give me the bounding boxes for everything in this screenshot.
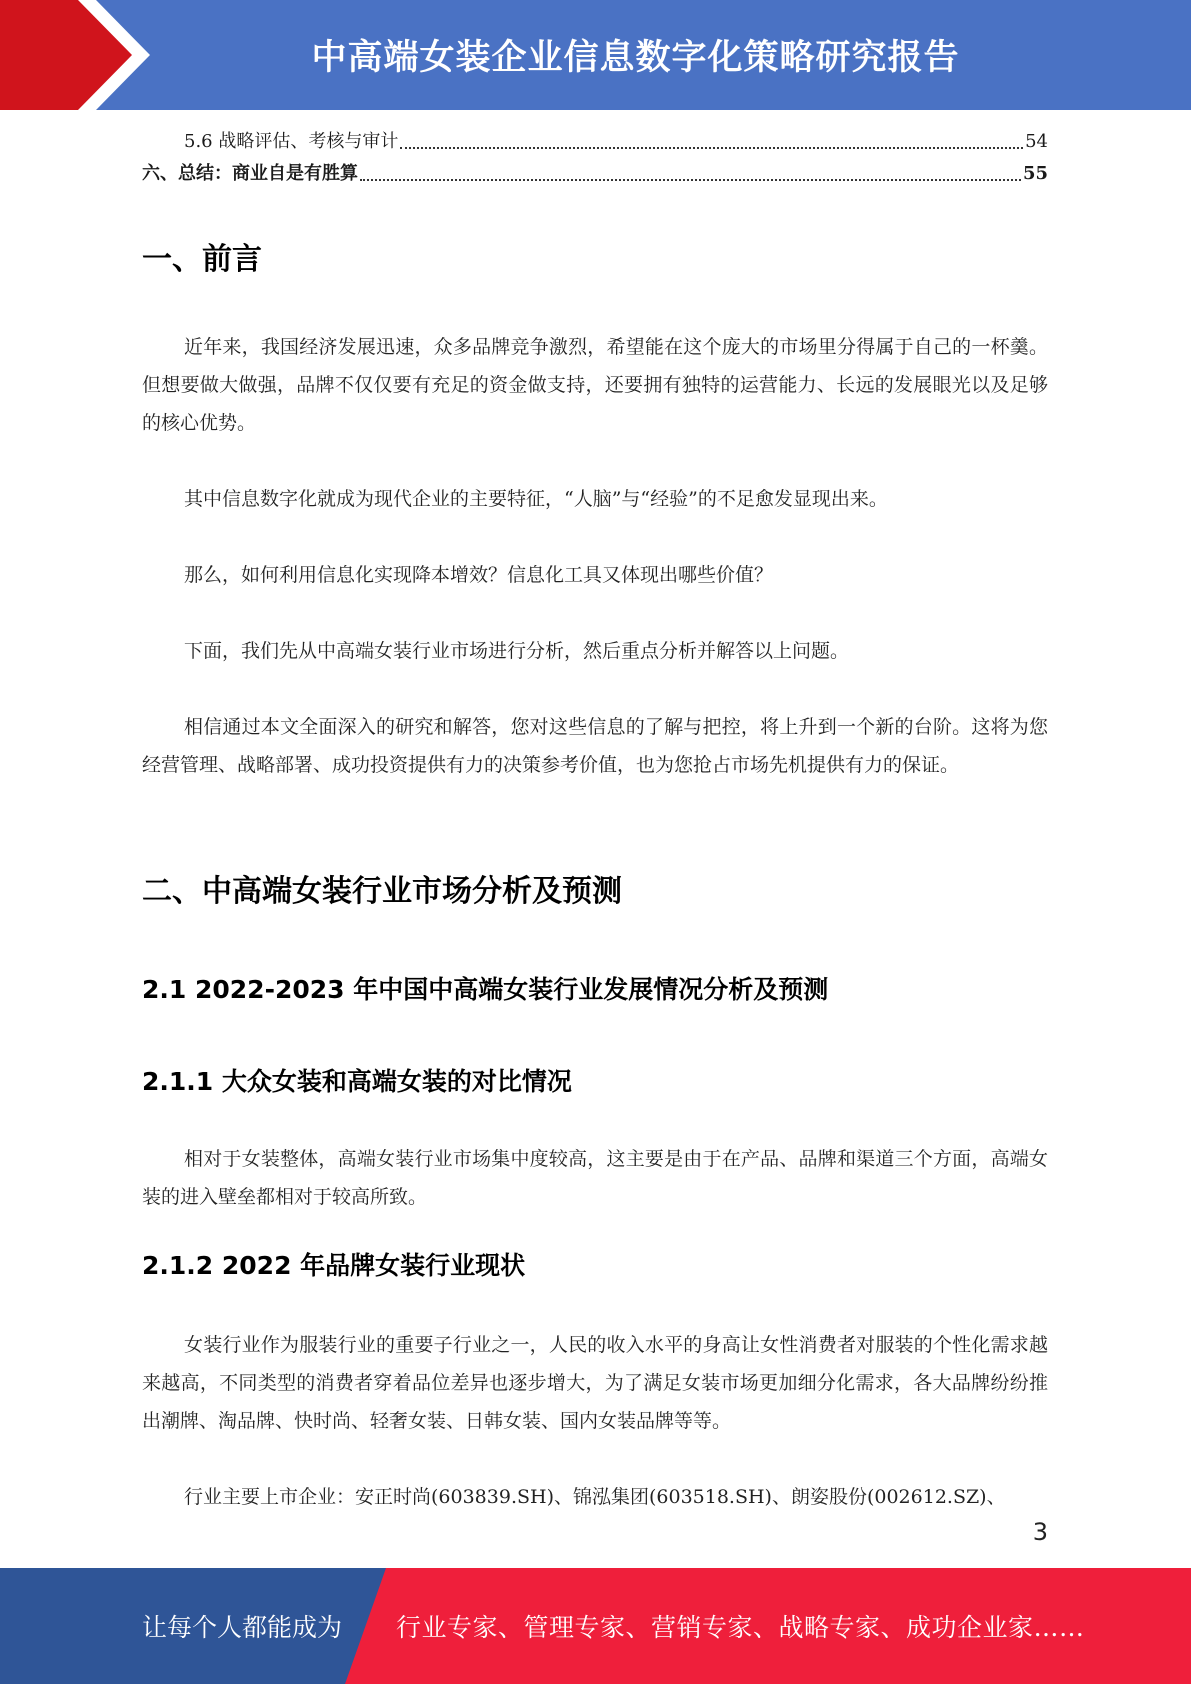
subsection-heading-2-1-2: 2.1.2 2022 年品牌女装行业现状 [142,1251,526,1280]
footer-slogan-left: 让每个人都能成为 [142,1613,343,1642]
report-title: 中高端女装企业信息数字化策略研究报告 [311,38,960,78]
toc-leader-dots [360,179,1021,181]
toc-entry-label: 六、总结：商业自是有胜算 [142,163,358,184]
page-header [0,0,1191,110]
paragraph: 近年来，我国经济发展迅速，众多品牌竞争激烈，希望能在这个庞大的市场里分得属于自己的一杯羹。但想要做大做强，品牌不仅仅要有充足的资金做支持，还要拥有独特的运营能力、长远的发展眼光以及足够的核心优势。 [142,336,1048,434]
toc-leader-dots [400,147,1023,149]
paragraph: 下面，我们先从中高端女装行业市场进行分析，然后重点分析并解答以上问题。 [184,640,850,662]
paragraph: 相对于女装整体，高端女装行业市场集中度较高，这主要是由于在产品、品牌和渠道三个方面，高端女装的进入壁垒都相对于较高所致。 [142,1148,1048,1208]
paragraph: 那么，如何利用信息化实现降本增效？信息化工具又体现出哪些价值？ [184,564,774,586]
paragraph: 女装行业作为服装行业的重要子行业之一，人民的收入水平的身高让女性消费者对服装的个性化需求越来越高，不同类型的消费者穿着品位差异也逐步增大，为了满足女装市场更加细分化需求，各大品牌纷纷推出潮牌、淘品牌、快时尚、轻奢女装、日韩女装、国内女装品牌等等。 [142,1334,1048,1432]
page-number: 3 [1032,1518,1048,1546]
toc-entry-6[interactable] [142,160,1048,188]
paragraph: 其中信息数字化就成为现代企业的主要特征，“人脑”与“经验”的不足愈发显现出来。 [184,488,888,510]
subsection-heading-2-1-1: 2.1.1 大众女装和高端女装的对比情况 [142,1067,572,1096]
subsection-heading-2-1: 2.1 2022-2023 年中国中高端女装行业发展情况分析及预测 [142,975,829,1004]
toc-entry-page: 54 [1025,131,1048,152]
toc-entry-page: 55 [1022,163,1048,184]
toc-entry-5-6[interactable] [142,128,1048,156]
paragraph: 相信通过本文全面深入的研究和解答，您对这些信息的了解与把控，将上升到一个新的台阶。这将为您经营管理、战略部署、成功投资提供有力的决策参考价值，也为您抢占市场先机提供有力的保证。 [142,716,1048,776]
toc-entry-label: 5.6 战略评估、考核与审计 [184,131,399,152]
page-footer [0,1568,1191,1684]
paragraph: 行业主要上市企业：安正时尚(603839.SH)、锦泓集团(603518.SH)、朗姿股份(002612.SZ)、 [184,1486,1006,1508]
section-heading-market: 二、中高端女装行业市场分析及预测 [142,874,622,909]
footer-slogan-right: 行业专家、管理专家、营销专家、战略专家、成功企业家…… [396,1613,1085,1642]
section-heading-preface: 一、前言 [142,242,262,277]
